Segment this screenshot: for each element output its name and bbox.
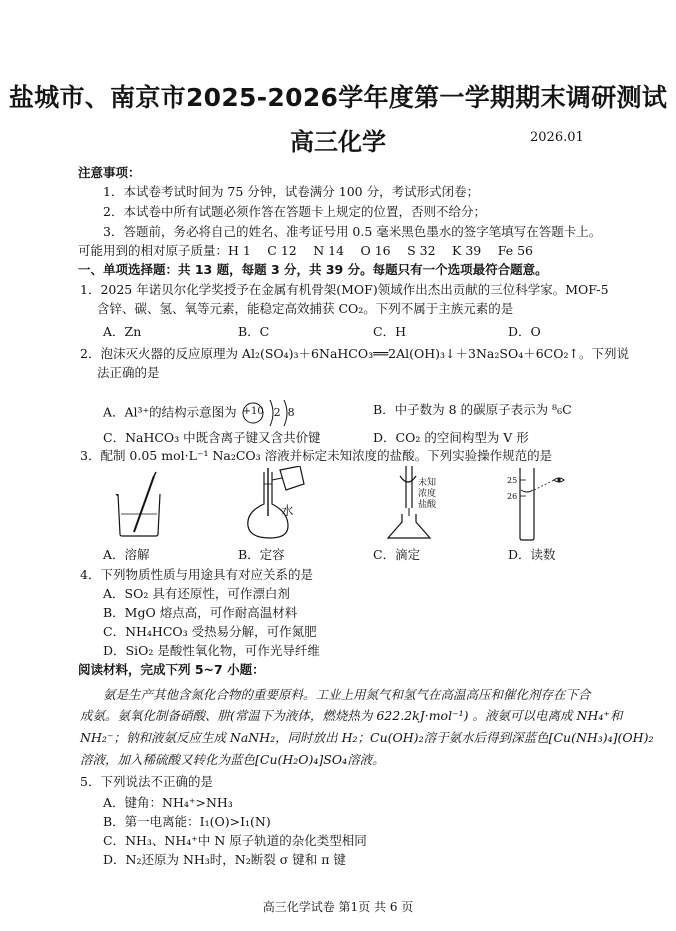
- beaker-dissolving-apparatus: [112, 470, 172, 538]
- q3-option-a: A．溶解: [103, 547, 150, 562]
- reading-line-4: 溶液，加入稀硫酸又转化为蓝色[Cu(H₂O)₄]SO₄溶液。: [80, 752, 385, 767]
- notice-heading: 注意事项：: [78, 165, 141, 180]
- q3-option-b: B．定容: [238, 547, 285, 562]
- burette-reading-apparatus: [512, 466, 572, 542]
- volumetric-flask-apparatus: [242, 466, 312, 540]
- titration-apparatus: [382, 466, 452, 542]
- q4-option-a: A．SO₂ 具有还原性，可作漂白剂: [103, 586, 290, 601]
- q3-option-d: D．读数: [508, 547, 556, 562]
- q2-stem-line1: 2．泡沫灭火器的反应原理为 Al₂(SO₄)₃＋6NaHCO₃══2Al(OH)₃↓＋3Na₂SO₄＋6CO₂↑。下列说: [80, 346, 629, 361]
- q1-stem-line2: 含锌、碳、氢、氧等元素，能稳定高效捕获 CO₂。下列不属于主族元素的是: [97, 301, 514, 316]
- q2-stem-line2: 法正确的是: [97, 365, 160, 380]
- reading-line-3: NH₂⁻；钠和液氨反应生成 NaNH₂，同时放出 H₂；Cu(OH)₂溶于氨水后得到深蓝色[Cu(NH₃)₄](OH)₂: [80, 730, 654, 745]
- shell-count-1: 2: [273, 406, 281, 419]
- q1-option-b: B．C: [238, 324, 270, 339]
- burette-label: [418, 478, 436, 511]
- shell-arc-1: [270, 400, 273, 426]
- q1-option-d: D．O: [508, 324, 541, 339]
- reading-line-2: 成氨。氨氧化制备硝酸、肼(常温下为液体，燃烧热为 622.2kJ·mol⁻¹) 。液氨可以电离成 NH₄⁺和: [80, 708, 623, 723]
- q3-option-c: C．滴定: [373, 547, 421, 562]
- q4-option-d: D．SiO₂ 是酸性氧化物，可作光导纤维: [103, 643, 320, 658]
- exam-title: 盐城市、南京市2025-2026学年度第一学期期末调研测试: [8, 83, 668, 112]
- q2-option-d: D．CO₂ 的空间构型为 V 形: [373, 430, 529, 445]
- nucleus-charge: +10: [242, 406, 264, 417]
- notice-item-2: 2．本试卷中所有试题必须作答在答题卡上规定的位置，否则不给分；: [103, 204, 486, 219]
- shell-count-2: 8: [287, 406, 295, 419]
- q4-option-c: C．NH₄HCO₃ 受热易分解，可作氮肥: [103, 624, 317, 639]
- q5-option-c: C．NH₃、NH₄⁺中 N 原子轨道的杂化类型相同: [103, 833, 367, 848]
- q1-option-a: A．Zn: [103, 324, 142, 339]
- q4-option-b: B．MgO 熔点高，可作耐高温材料: [103, 605, 298, 620]
- q2-option-c: C．NaHCO₃ 中既含离子键又含共价键: [103, 430, 321, 445]
- burette-label-line-3: 盐酸: [418, 500, 437, 510]
- exam-date: 2026.01: [530, 130, 584, 145]
- q2-option-b: B．中子数为 8 的碳原子表示为 ⁸₆C: [373, 402, 572, 417]
- shell-arc-2: [284, 400, 287, 426]
- q1-stem-line1: 1．2025 年诺贝尔化学奖授予在金属有机骨架(MOF)领域作出杰出贡献的三位科学家。MOF-5: [80, 282, 609, 297]
- q4-stem: 4．下列物质性质与用途具有对应关系的是: [80, 567, 313, 582]
- section-heading: 一、单项选择题：共 13 题，每题 3 分，共 39 分。每题只有一个选项最符合题意。: [78, 262, 548, 277]
- scale-label-25: 25: [507, 476, 518, 485]
- q5-stem: 5．下列说法不正确的是: [80, 774, 213, 789]
- al-ion-structure-diagram: [241, 396, 303, 430]
- q5-option-a: A．键角：NH₄⁺>NH₃: [103, 795, 233, 810]
- exam-subject: 高三化学: [290, 128, 386, 156]
- q3-stem: 3．配制 0.05 mol·L⁻¹ Na₂CO₃ 溶液并标定未知浓度的盐酸。下列实验操作规范的是: [80, 448, 553, 463]
- q2-option-a: [103, 396, 303, 430]
- notice-item-1: 1．本试卷考试时间为 75 分钟，试卷满分 100 分，考试形式闭卷；: [103, 184, 480, 199]
- q3-options: [103, 545, 643, 563]
- scale-label-26: 26: [507, 492, 518, 501]
- notice-item-3: 3．答题前，务必将自己的姓名、准考证号用 0.5 毫米黑色墨水的签字笔填写在答题卡上。: [103, 224, 602, 239]
- atomic-masses: 可能用到的相对原子质量：H 1 C 12 N 14 O 16 S 32 K 39 Fe 56: [78, 243, 533, 258]
- q5-option-b: B．第一电离能：I₁(O)>I₁(N): [103, 814, 271, 829]
- reading-heading: 阅读材料，完成下列 5~7 小题：: [78, 662, 265, 677]
- q1-option-c: C．H: [373, 324, 406, 339]
- q5-option-d: D．N₂还原为 NH₃时，N₂断裂 σ 键和 π 键: [103, 852, 346, 867]
- burette-label-line-1: 未知: [418, 478, 437, 488]
- water-label: 水: [281, 503, 294, 518]
- reading-line-1: 氨是生产其他含氮化合物的重要原料。工业上用氮气和氢气在高温高压和催化剂存在下合: [103, 687, 591, 702]
- burette-label-line-2: 浓度: [418, 489, 437, 499]
- q2-option-a-text: A．Al³⁺的结构示意图为: [103, 404, 237, 420]
- q1-options: [103, 322, 643, 340]
- page-footer: 高三化学试卷 第1页 共 6 页: [262, 900, 414, 914]
